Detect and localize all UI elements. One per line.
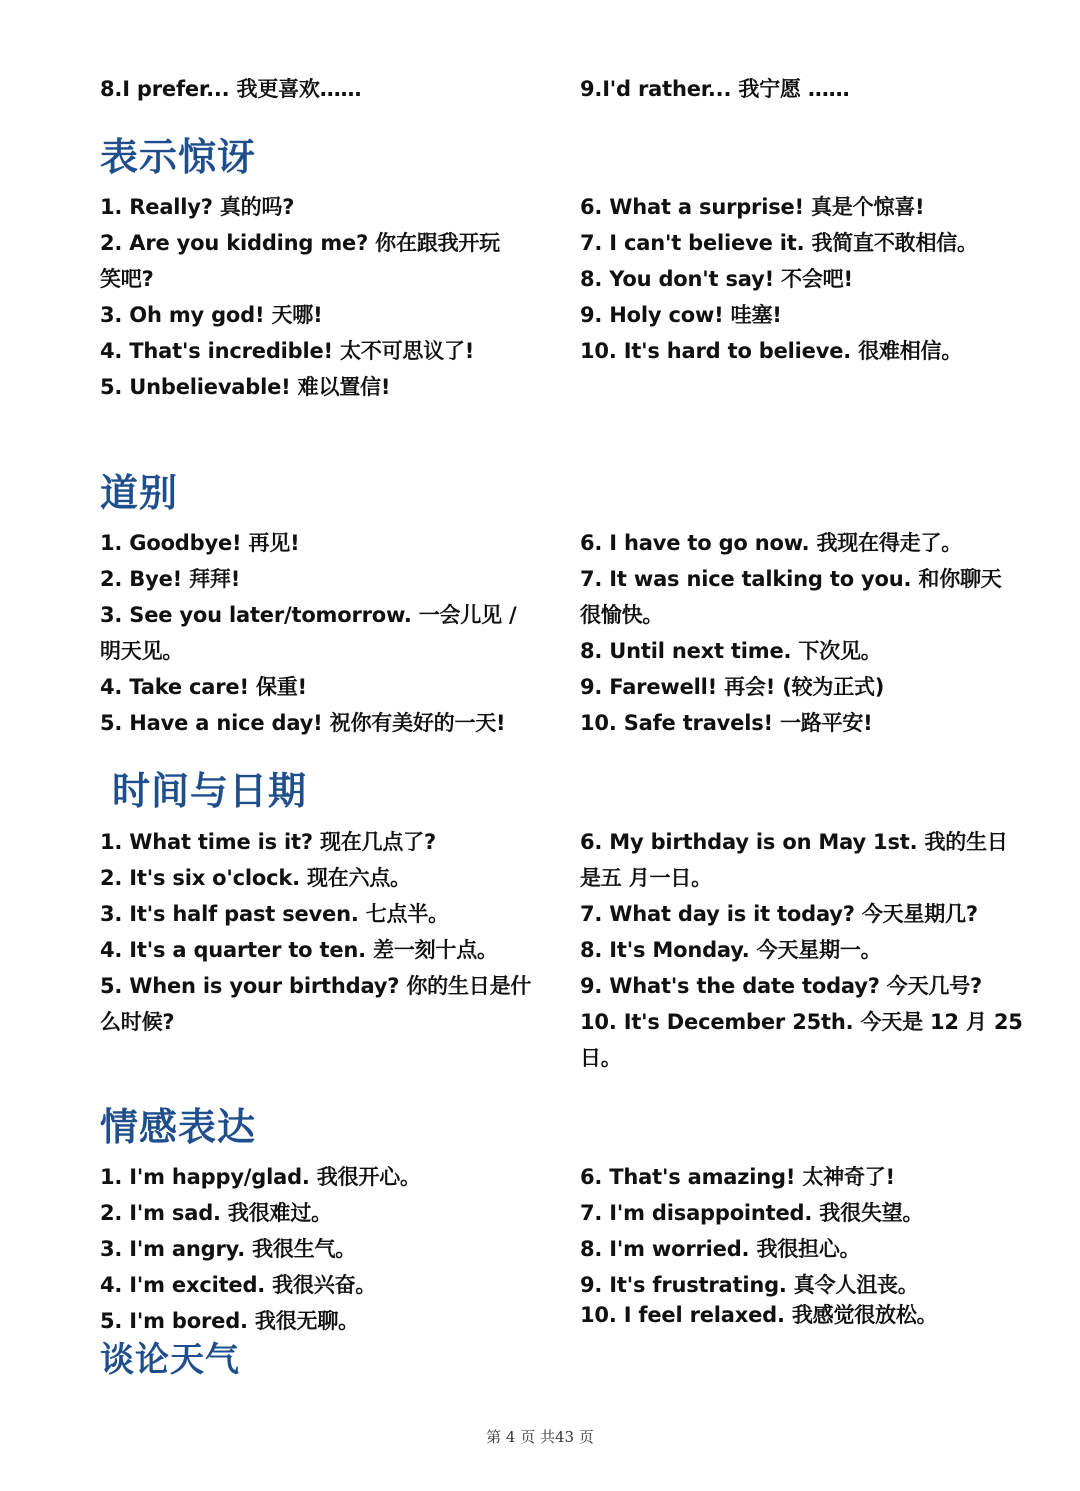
list-item: 9. It's frustrating. 真令人沮丧。 xyxy=(580,1273,919,1297)
list-item: 1. Goodbye! 再见! xyxy=(100,531,300,555)
prefer-line: 8.I prefer... 我更喜欢…… xyxy=(100,77,362,101)
list-item: 2. Bye! 拜拜! xyxy=(100,567,241,591)
page-number: 第 4 页 共43 页 xyxy=(486,1428,594,1446)
list-item: 9. Farewell! 再会! (较为正式) xyxy=(580,675,885,699)
list-item: 7. What day is it today? 今天星期几? xyxy=(580,902,978,926)
list-item: 10. It's hard to believe. 很难相信。 xyxy=(580,339,963,363)
list-item: 3. Oh my god! 天哪! xyxy=(100,303,323,327)
list-item: 5. I'm bored. 我很无聊。 xyxy=(100,1309,359,1333)
list-item: 1. What time is it? 现在几点了? xyxy=(100,830,436,854)
list-item: 4. I'm excited. 我很兴奋。 xyxy=(100,1273,377,1297)
list-item: 1. I'm happy/glad. 我很开心。 xyxy=(100,1165,421,1189)
list-item: 笑吧? xyxy=(100,267,154,291)
list-item: 很愉快。 xyxy=(580,603,664,627)
list-item: 3. It's half past seven. 七点半。 xyxy=(100,902,449,926)
list-item: 9. Holy cow! 哇塞! xyxy=(580,303,782,327)
list-item: 明天见。 xyxy=(100,639,184,663)
list-item: 6. I have to go now. 我现在得走了。 xyxy=(580,531,963,555)
list-item: 10. I feel relaxed. 我感觉很放松。 xyxy=(580,1303,938,1327)
list-item: 8. Until next time. 下次见。 xyxy=(580,639,882,663)
list-item: 6. That's amazing! 太神奇了! xyxy=(580,1165,895,1189)
list-item: 日。 xyxy=(580,1046,622,1070)
list-item: 4. It's a quarter to ten. 差一刻十点。 xyxy=(100,938,498,962)
list-item: 3. See you later/tomorrow. 一会儿见 / xyxy=(100,603,517,627)
list-item: 7. I can't believe it. 我简直不敢相信。 xyxy=(580,231,978,255)
list-item: 8. I'm worried. 我很担心。 xyxy=(580,1237,861,1261)
section-title-surprise: 表示惊讶 xyxy=(100,135,257,179)
list-item: 10. Safe travels! 一路平安! xyxy=(580,711,873,735)
list-item: 7. I'm disappointed. 我很失望。 xyxy=(580,1201,924,1225)
section-title-emotion: 情感表达 xyxy=(100,1105,257,1149)
list-item: 7. It was nice talking to you. 和你聊天 xyxy=(580,567,1002,591)
list-item: 5. When is your birthday? 你的生日是什 xyxy=(100,974,532,998)
list-item: 2. It's six o'clock. 现在六点。 xyxy=(100,866,411,890)
list-item: 4. Take care! 保重! xyxy=(100,675,307,699)
list-item: 8. You don't say! 不会吧! xyxy=(580,267,853,291)
list-item: 8. It's Monday. 今天星期一。 xyxy=(580,938,882,962)
list-item: 2. I'm sad. 我很难过。 xyxy=(100,1201,332,1225)
list-item: 10. It's December 25th. 今天是 12 月 25 xyxy=(580,1010,1023,1034)
section-title-farewell: 道别 xyxy=(100,471,179,515)
list-item: 3. I'm angry. 我很生气。 xyxy=(100,1237,357,1261)
list-item: 6. What a surprise! 真是个惊喜! xyxy=(580,195,925,219)
list-item: 1. Really? 真的吗? xyxy=(100,195,295,219)
list-item: 5. Have a nice day! 祝你有美好的一天! xyxy=(100,711,506,735)
rather-line: 9.I'd rather... 我宁愿 …… xyxy=(580,77,850,101)
list-item: 6. My birthday is on May 1st. 我的生日 xyxy=(580,830,1008,854)
list-item: 2. Are you kidding me? 你在跟我开玩 xyxy=(100,231,500,255)
section-title-weather: 谈论天气 xyxy=(100,1340,240,1380)
list-item: 么时候? xyxy=(100,1010,175,1034)
list-item: 4. That's incredible! 太不可思议了! xyxy=(100,339,475,363)
list-item: 9. What's the date today? 今天几号? xyxy=(580,974,982,998)
section-title-time-date: 时间与日期 xyxy=(112,769,308,813)
list-item: 5. Unbelievable! 难以置信! xyxy=(100,375,391,399)
list-item: 是五 月一日。 xyxy=(580,866,712,890)
